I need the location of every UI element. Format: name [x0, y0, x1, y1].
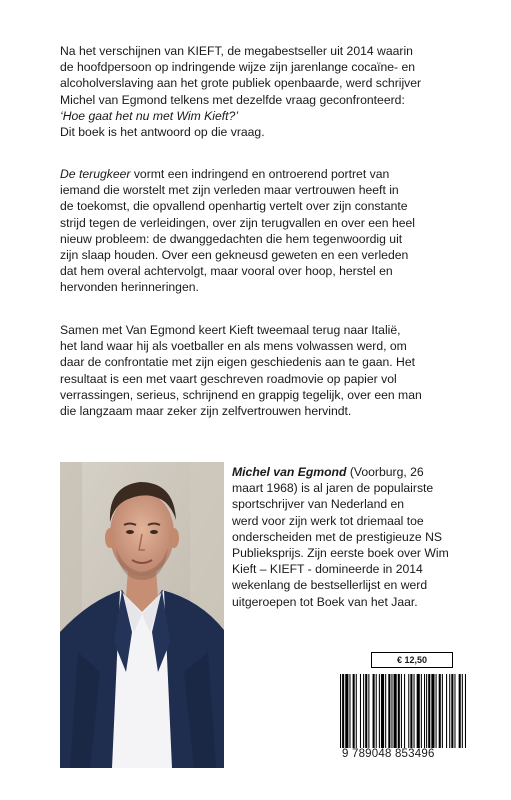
barcode-bar: [340, 674, 341, 748]
blurb-paragraph-3: [60, 322, 465, 419]
barcode-bar: [428, 674, 430, 748]
text-line: sportschrijver van Nederland en: [232, 497, 405, 512]
barcode-bar: [424, 674, 425, 748]
barcode-bar: [356, 674, 357, 748]
barcode-bar: [363, 674, 364, 748]
barcode-bar: [349, 674, 350, 748]
barcode-bar: [451, 674, 453, 748]
text-line: daar de confrontatie met zijn eigen geschiedenis aan te gaan. Het: [60, 355, 416, 370]
text-line: Samen met Van Egmond keert Kieft tweemaal terug naar Italië,: [60, 323, 401, 337]
text-line: Dit boek is het antwoord op die vraag.: [60, 125, 265, 140]
barcode-bar: [345, 674, 348, 748]
text-line: dat hem overal achtervolgt, maar vooral over hoop, herstel en: [60, 264, 393, 279]
barcode-bar: [365, 674, 367, 748]
barcode-bar: [394, 674, 397, 748]
blurb-paragraph-2: [60, 166, 465, 296]
text-fragment: (Voorburg, 26: [346, 465, 424, 479]
text-line: uitgeroepen tot Boek van het Jaar.: [232, 594, 418, 609]
book-title: De terugkeer: [60, 167, 131, 181]
text-fragment: vormt een indringend en ontroerend portret van: [130, 167, 390, 181]
text-line: onderscheiden met de prestigieuze NS: [232, 529, 443, 544]
text-line: wekenlang de bestsellerlijst en werd: [232, 578, 428, 593]
barcode-bar: [373, 674, 375, 748]
barcode-bar: [417, 674, 420, 748]
isbn-digits: 9 789048 853496: [342, 748, 435, 760]
barcode-bar: [459, 674, 461, 748]
text-line: strijd tegen de verleidingen, over zijn terugvallen en over een heel: [60, 215, 416, 230]
author-name: Michel van Egmond: [232, 465, 347, 479]
barcode-bar: [404, 674, 405, 748]
barcode-bar: [342, 674, 344, 748]
barcode-bar: [439, 674, 441, 748]
barcode-bar: [454, 674, 455, 748]
price-label: € 12,50: [371, 652, 453, 668]
text-line: Publieksprijs. Zijn eerste boek over Wim: [232, 546, 449, 561]
barcode-bar: [353, 674, 355, 748]
barcode-bar: [379, 674, 380, 748]
text-line: [232, 464, 472, 480]
barcode-bar: [431, 674, 434, 748]
barcode-bar: [410, 674, 412, 748]
text-line: Kieft – KIEFT - domineerde in 2014: [232, 562, 423, 577]
barcode-bar: [398, 674, 400, 748]
barcode-bar: [381, 674, 384, 748]
text-line: resultaat is een met vaart geschreven roadmovie op papier vol: [60, 371, 397, 386]
text-line: werd voor zijn werk tot driemaal toe: [232, 513, 424, 528]
text-line: iemand die worstelt met zijn verleden maar vertrouwen heeft in: [60, 183, 399, 198]
text-line: nieuw probleem: de dwanggedachten die hem tegenwoordig uit: [60, 231, 403, 246]
text-line: zijn slaap houden. Over een gekneusd geweten en een verleden: [60, 248, 409, 263]
text-line: die langzaam maar zeker zijn zelfvertrouwen hervindt.: [60, 404, 352, 419]
text-line: Michel van Egmond telkens met dezelfde vraag geconfronteerd:: [60, 92, 405, 107]
barcode-bar: [401, 674, 402, 748]
barcode-bar: [376, 674, 377, 748]
barcode-bar: [368, 674, 369, 748]
text-line: Na het verschijnen van KIEFT, de megabestseller uit 2014 waarin: [60, 44, 413, 58]
text-line: het land waar hij als voetballer en als mens volwassen werd, om: [60, 339, 407, 354]
text-line: de hoofdpersoon op indringende wijze zijn jarenlange cocaïne- en: [60, 60, 416, 75]
barcode-bar: [408, 674, 409, 748]
author-photo: [60, 462, 224, 768]
text-line: maart 1968) is al jaren de populairste: [232, 481, 434, 496]
barcode-bar: [391, 674, 392, 748]
text-line: alcoholverslaving aan het grote publiek openbaarde, werd schrijver: [60, 76, 422, 91]
barcode-bar: [436, 674, 437, 748]
text-line: verrassingen, serieus, schrijnend en grappig tegelijk, over een man: [60, 387, 422, 402]
blurb-paragraph-1: [60, 43, 465, 140]
quote-line: ‘Hoe gaat het nu met Wim Kieft?’: [60, 108, 239, 123]
barcode-bar: [388, 674, 390, 748]
barcode-bar: [426, 674, 427, 748]
barcode-bar: [421, 674, 422, 748]
barcode-bar: [446, 674, 447, 748]
barcode-bar: [360, 674, 361, 748]
barcode-bar: [385, 674, 386, 748]
text-line: de toekomst, die opvallend openhartig vertelt over zijn constante: [60, 199, 408, 214]
barcode-bar: [465, 674, 466, 748]
text-line: [60, 166, 465, 182]
barcode-bar: [449, 674, 450, 748]
barcode-bar: [462, 674, 463, 748]
barcode-bar: [414, 674, 415, 748]
text-line: hervonden herinneringen.: [60, 280, 199, 295]
author-bio: [232, 464, 472, 610]
barcode-bar: [442, 674, 443, 748]
